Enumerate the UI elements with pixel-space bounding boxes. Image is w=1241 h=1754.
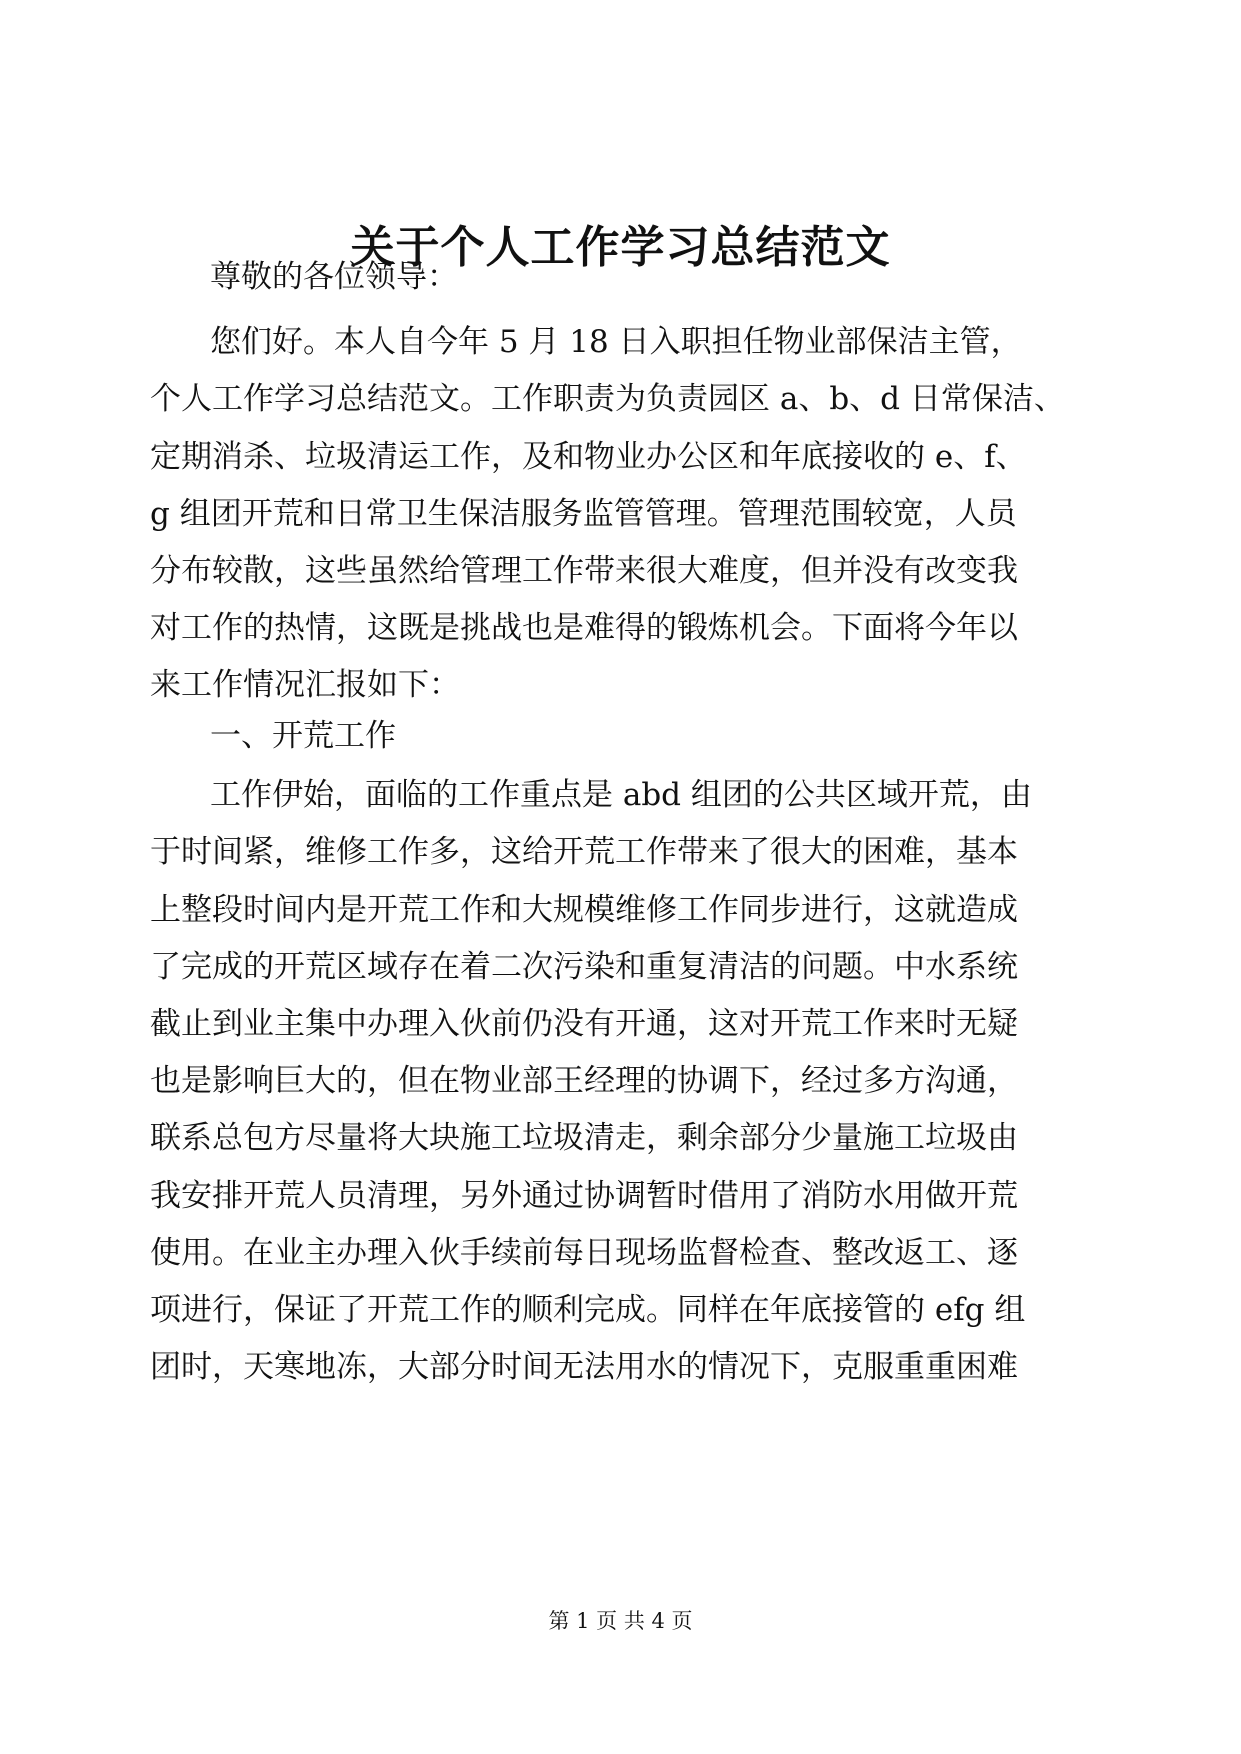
page-number: 第 1 页 共 4 页 [548, 1609, 693, 1633]
body-line: 也是影响巨大的，但在物业部王经理的协调下，经过多方沟通， [150, 1063, 1018, 1099]
body-line: 团时，天寒地冻，大部分时间无法用水的情况下，克服重重困难 [150, 1349, 1018, 1385]
body-line: 您们好。本人自今年 5 月 18 日入职担任物业部保洁主管， [210, 324, 1022, 360]
document-title: 关于个人工作学习总结范文 [350, 222, 891, 273]
body-line: g 组团开荒和日常卫生保洁服务监管管理。管理范围较宽，人员 [150, 496, 1017, 532]
body-line: 个人工作学习总结范文。工作职责为负责园区 a、b、d 日常保洁、 [150, 381, 1065, 417]
body-line: 了完成的开荒区域存在着二次污染和重复清洁的问题。中水系统 [150, 949, 1018, 985]
body-line: 联系总包方尽量将大块施工垃圾清走，剩余部分少量施工垃圾由 [150, 1120, 1018, 1156]
body-line: 定期消杀、垃圾清运工作，及和物业办公区和年底接收的 e、f、 [150, 439, 1027, 475]
body-line: 来工作情况汇报如下： [150, 667, 460, 703]
body-line: 分布较散，这些虽然给管理工作带来很大难度，但并没有改变我 [150, 553, 1018, 589]
body-line: 上整段时间内是开荒工作和大规模维修工作同步进行，这就造成 [150, 892, 1018, 928]
body-line: 于时间紧，维修工作多，这给开荒工作带来了很大的困难，基本 [150, 834, 1018, 870]
body-line: 工作伊始，面临的工作重点是 abd 组团的公共区域开荒，由 [210, 777, 1032, 813]
greeting-line: 尊敬的各位领导： [210, 259, 458, 295]
body-line: 截止到业主集中办理入伙前仍没有开通，这对开荒工作来时无疑 [150, 1006, 1018, 1042]
body-line: 我安排开荒人员清理，另外通过协调暂时借用了消防水用做开荒 [150, 1178, 1018, 1214]
section-heading: 一、开荒工作 [210, 718, 396, 754]
body-line: 使用。在业主办理入伙手续前每日现场监督检查、整改返工、逐 [150, 1235, 1018, 1271]
body-line: 对工作的热情，这既是挑战也是难得的锻炼机会。下面将今年以 [150, 610, 1018, 646]
body-line: 项进行，保证了开荒工作的顺利完成。同样在年底接管的 efg 组 [150, 1292, 1026, 1328]
